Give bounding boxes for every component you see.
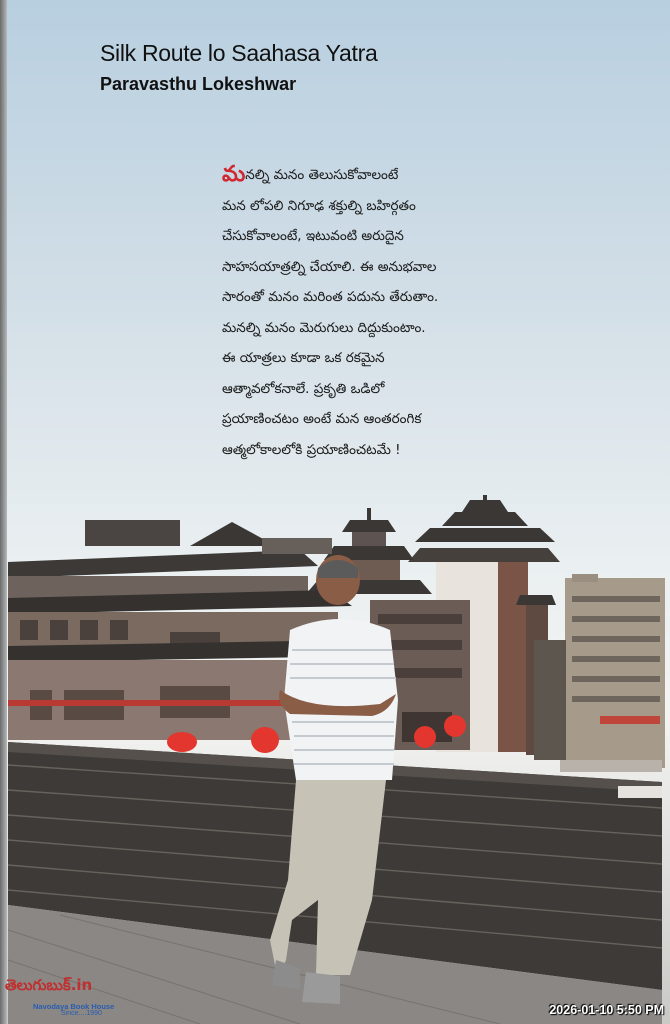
publisher-logo bbox=[3, 976, 128, 1020]
blurb-line: మనల్ని మనం మెరుగులు దిద్దుకుంటాం. bbox=[222, 319, 426, 336]
publisher-tagline: Navodaya Book House bbox=[33, 1002, 115, 1011]
book-title: Silk Route lo Saahasa Yatra bbox=[100, 40, 378, 66]
photo-scene bbox=[0, 495, 670, 1024]
blurb-line: చేసుకోవాలంటే, ఇటువంటి అరుదైన bbox=[222, 228, 404, 244]
date-timestamp: 2026-01-10 5:50 PM bbox=[549, 1003, 664, 1017]
publisher-logo-text: తెలుగుబుక్.in bbox=[5, 976, 93, 994]
blurb-line: ఈ యాత్రలు కూడా ఒక రకమైన bbox=[222, 350, 385, 366]
blurb-line: ఆత్మలోకాలలోకి ప్రయాణించటమే ! bbox=[222, 441, 401, 458]
publisher-since: Since....1990 bbox=[61, 1010, 102, 1017]
blurb-line: మనల్ని మనం తెలుసుకోవాలంటే bbox=[222, 162, 399, 187]
blurb-drop-letter: మ bbox=[222, 162, 246, 187]
street-area bbox=[560, 760, 662, 772]
author-name: Paravasthu Lokeshwar bbox=[100, 74, 297, 94]
blurb-line: సారంతో మనం మరింత పదును తేరుతాం. bbox=[222, 289, 439, 305]
blurb-line: సాహసయాత్రల్ని చేయాలి. ఈ అనుభవాల bbox=[222, 258, 437, 275]
distant-building bbox=[534, 640, 566, 760]
blurb-text bbox=[222, 160, 552, 465]
blurb-line: ఆత్మావలోకనాలే. ప్రకృతి ఒడిలో bbox=[222, 380, 385, 397]
apartment-building bbox=[565, 574, 665, 768]
wall-marker bbox=[618, 786, 662, 798]
blurb-line: ప్రయాణించటం అంటే మన ఆంతరంగిక bbox=[222, 411, 422, 427]
blurb-line: మన లోపలి నిగూఢ శక్తుల్ని బహిర్గతం bbox=[222, 197, 416, 214]
